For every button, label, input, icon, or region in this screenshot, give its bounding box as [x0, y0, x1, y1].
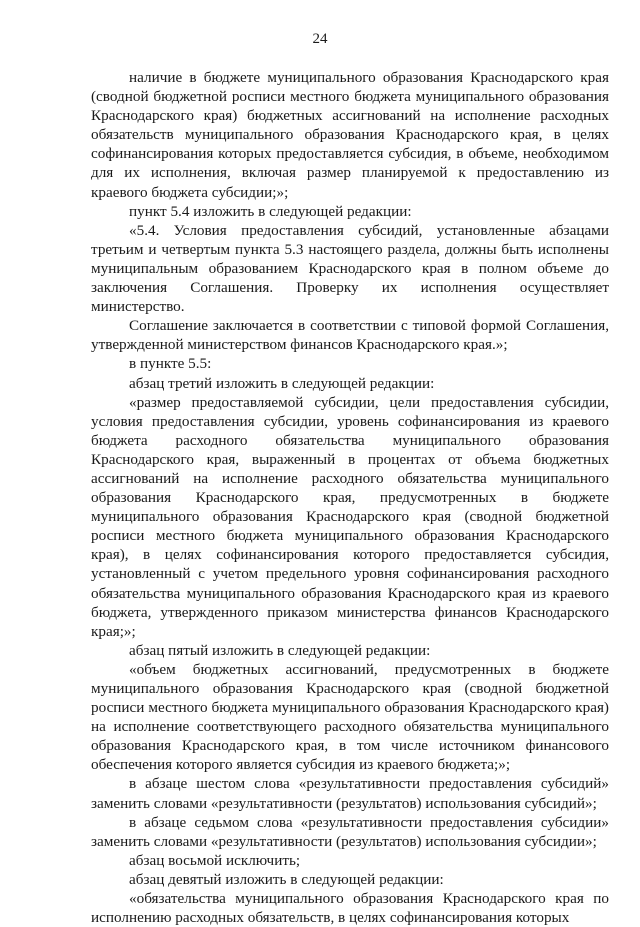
paragraph-budget-availability: наличие в бюджете муниципального образования Краснодарского края (сводной бюджетной росписи местного бюджета муниципального образования Краснодарского края) бюджетных ассигнований на исполнение расходных обязательств муниципального образования Краснодарского края, в целях софинансирования которых предоставляется субсидия, в объеме, необходимом для их исполнения, включая размер планируемой к предоставлению из краевого бюджета субсидии;»; [91, 69, 609, 201]
paragraph-ninth-abzac-intro: абзац девятый изложить в следующей редакции: [129, 870, 444, 888]
paragraph-eighth-abzac-removal: абзац восьмой исключить; [129, 851, 301, 869]
paragraph-fifth-abzac-intro: абзац пятый изложить в следующей редакции: [129, 641, 431, 659]
page-number: 24 [312, 31, 328, 47]
paragraph-sixth-abzac-change: в абзаце шестом слова «результативности предоставления субсидий» заменить словами «результативности (результатов) использования субсидий»; [91, 775, 609, 812]
paragraph-clause-5-4-text: «5.4. Условия предоставления субсидий, установленные абзацами третьим и четвертым пункта 5.3 настоящего раздела, должны быть исполнены муниципальным образованием Краснодарского края в полном объеме до заключения Соглашения. Проверку их исполнения осуществляет министерство. [91, 221, 609, 316]
paragraph-clause-5-5-intro: в пункте 5.5: [129, 355, 212, 373]
paragraph-third-abzac-text: «размер предоставляемой субсидии, цели предоставления субсидии, условия предоставления субсидии, уровень софинансирования из краевого бюджета расходного обязательства муниципального образования Краснодарского края, выраженный в процентах от объема бюджетных ассигнований на исполнение расходного обязательства муниципального образования Краснодарского края, предусмотренных в бюджете муниципального образования Краснодарского края (сводной бюджетной росписи местного бюджета муниципального образования Краснодарского края), в целях софинансирования которого предоставляется субсидия, установленный с учетом предельного уровня софинансирования расходного обязательства муниципального образования Краснодарского края из краевого бюджета, утвержденного приказом министерства финансов Краснодарского края;»; [91, 393, 609, 640]
paragraph-fifth-abzac-text: «объем бюджетных ассигнований, предусмотренных в бюджете муниципального образования Краснодарского края (сводной бюджетной росписи местного бюджета муниципального образования Краснодарского края) на исполнение соответствующего расходного обязательства муниципального образования Краснодарского края, в том числе источником финансового обеспечения которого является субсидия из краевого бюджета;»; [91, 660, 609, 774]
paragraph-third-abzac-intro: абзац третий изложить в следующей редакции: [129, 374, 435, 392]
document-body [91, 68, 609, 927]
paragraph-agreement-form: Соглашение заключается в соответствии с типовой формой Соглашения, утвержденной министерством финансов Краснодарского края.»; [91, 317, 609, 354]
paragraph-seventh-abzac-change: в абзаце седьмом слова «результативности предоставления субсидии» заменить словами «результативности (результатов) использования субсидии»; [91, 813, 609, 850]
paragraph-clause-5-4-intro: пункт 5.4 изложить в следующей редакции: [129, 202, 412, 220]
paragraph-ninth-abzac-text: «обязательства муниципального образования Краснодарского края по исполнению расходных обязательств, в целях софинансирования которых [91, 890, 609, 927]
